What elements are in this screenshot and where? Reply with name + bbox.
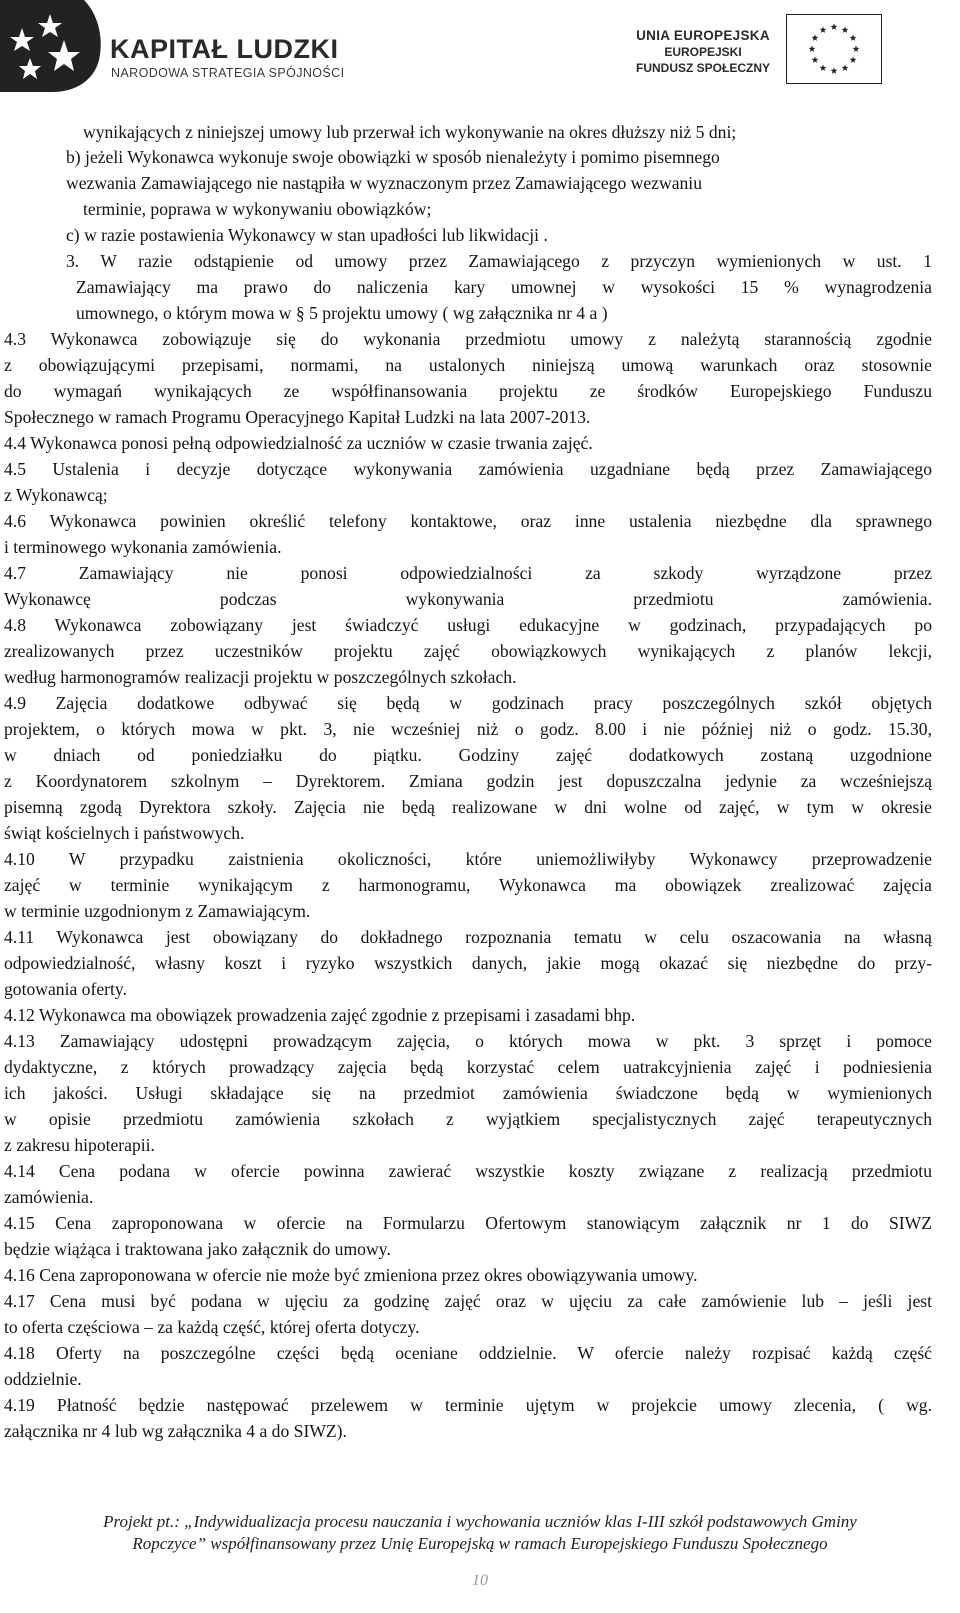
- document-line: w dniach od poniedziałku do piątku. Godziny zajęć dodatkowych zostaną uzgodnione: [4, 745, 932, 765]
- document-line: wezwania Zamawiającego nie nastąpiła w wyznaczonym przez Zamawiającego wezwaniu: [66, 173, 702, 193]
- eu-logo-text: [628, 27, 778, 76]
- page-footer: [0, 1511, 960, 1555]
- document-line: pisemną zgodą Dyrektora szkoły. Zajęcia nie będą realizowane w dni wolne od zajęć, w tym w okresie: [4, 797, 932, 817]
- document-line: i terminowego wykonania zamówienia.: [4, 537, 282, 557]
- document-line: do wymagań wynikających ze współfinansowania projektu ze środków Europejskiego Funduszu: [4, 381, 932, 401]
- document-line: Społecznego w ramach Programu Operacyjnego Kapitał Ludzki na lata 2007-2013.: [4, 407, 591, 427]
- document-line: 4.14 Cena podana w ofercie powinna zawierać wszystkie koszty związane z realizacją przedmiotu: [4, 1161, 932, 1181]
- eu-star-icon: [831, 23, 838, 30]
- document-line: w terminie uzgodnionym z Zamawiającym.: [4, 901, 311, 921]
- document-line: wynikających z niniejszej umowy lub przerwał ich wykonywanie na okres dłuższy niż 5 dni;: [83, 122, 737, 142]
- eu-star-icon: [850, 34, 857, 41]
- document-line: według harmonogramów realizacji projektu w poszczególnych szkołach.: [4, 667, 517, 687]
- document-line: 4.12 Wykonawca ma obowiązek prowadzenia zajęć zgodnie z przepisami i zasadami bhp.: [4, 1005, 636, 1025]
- document-line: 4.11 Wykonawca jest obowiązany do dokładnego rozpoznania tematu w celu oszacowania na własną: [4, 927, 932, 947]
- eu-star-icon: [820, 26, 827, 33]
- document-line: ich jakości. Usługi składające się na przedmiot zamówienia świadczone będą w wymienionych: [4, 1083, 932, 1103]
- fund-name-line1: EUROPEJSKI: [664, 45, 742, 59]
- document-line: 4.8 Wykonawca zobowiązany jest świadczyć usługi edukacyjne w godzinach, przypadających po: [4, 615, 932, 635]
- logo-title: KAPITAŁ LUDZKI: [110, 34, 339, 64]
- document-line: projektem, o których mowa w pkt. 3, nie wcześniej niż o godz. 8.00 i nie później niż o godz. 15.30,: [4, 719, 932, 739]
- document-line: 4.16 Cena zaproponowana w ofercie nie może być zmieniona przez okres obowiązywania umowy.: [4, 1265, 698, 1285]
- eu-star-icon: [842, 26, 849, 33]
- fund-name-line2: FUNDUSZ SPOŁECZNY: [635, 61, 770, 75]
- page-header: [0, 0, 960, 100]
- eu-star-icon: [809, 45, 816, 52]
- document-line: świąt kościelnych i państwowych.: [4, 823, 245, 843]
- document-line: odpowiedzialność, własny koszt i ryzyko wszystkich danych, jakie mogą okazać się niezbędne do przy-: [4, 953, 932, 973]
- document-line: oddzielnie.: [4, 1369, 82, 1389]
- eu-star-icon: [820, 64, 827, 71]
- eu-star-icon: [842, 64, 849, 71]
- document-line: 4.13 Zamawiający udostępni prowadzącym zajęcia, o których mowa w pkt. 3 sprzęt i pomoce: [4, 1031, 932, 1051]
- document-line: 4.19 Płatność będzie następować przelewem w terminie ujętym w projekcie umowy zlecenia, ( wg.: [4, 1395, 932, 1415]
- kapital-ludzki-logo: [0, 0, 370, 92]
- document-line: b) jeżeli Wykonawca wykonuje swoje obowiązki w sposób nienależyty i pomimo pisemnego: [66, 147, 720, 167]
- document-line: gotowania oferty.: [4, 979, 127, 999]
- eu-star-icon: [831, 67, 838, 74]
- document-line: załącznika nr 4 lub wg załącznika 4 a do SIWZ).: [4, 1421, 347, 1441]
- document-line: zrealizowanych przez uczestników projektu zajęć obowiązkowych wynikających z planów lekcji,: [4, 641, 932, 661]
- document-line: 4.4 Wykonawca ponosi pełną odpowiedzialność za uczniów w czasie trwania zajęć.: [4, 433, 593, 453]
- document-line: Zamawiający ma prawo do naliczenia kary umownej w wysokości 15 % wynagrodzenia: [76, 277, 932, 297]
- document-line: będzie wiążąca i traktowana jako załącznik do umowy.: [4, 1239, 391, 1259]
- eu-star-icon: [812, 34, 819, 41]
- document-line: c) w razie postawienia Wykonawcy w stan upadłości lub likwidacji .: [66, 225, 548, 245]
- document-line: Wykonawcę podczas wykonywania przedmiotu zamówienia.: [4, 589, 932, 609]
- document-line: 4.7 Zamawiający nie ponosi odpowiedzialności za szkody wyrządzone przez: [4, 563, 932, 583]
- document-line: terminie, poprawa w wykonywaniu obowiązków;: [83, 199, 432, 219]
- page-number: 10: [472, 1572, 488, 1589]
- eu-star-icon: [850, 56, 857, 63]
- eu-flag-icon: [786, 14, 882, 84]
- document-line: 4.5 Ustalenia i decyzje dotyczące wykonywania zamówienia uzgadniane będą przez Zamawiającego: [4, 459, 932, 479]
- document-line: 4.9 Zajęcia dodatkowe odbywać się będą w godzinach pracy poszczególnych szkół objętych: [4, 693, 932, 713]
- document-line: dydaktyczne, z których prowadzący zajęcia będą korzystać celem uatrakcyjnienia zajęć i podniesienia: [4, 1057, 932, 1077]
- document-line: umownego, o którym mowa w § 5 projektu umowy ( wg załącznika nr 4 a ): [76, 303, 608, 323]
- kapital-ludzki-emblem-icon: [0, 0, 106, 92]
- document-line: z zakresu hipoterapii.: [4, 1135, 155, 1155]
- document-line: zamówienia.: [4, 1187, 94, 1207]
- document-line: zajęć w terminie wynikającym z harmonogramu, Wykonawca ma obowiązek zrealizować zajęcia: [4, 875, 932, 895]
- footer-line-1: Projekt pt.: „Indywidualizacja procesu nauczania i wychowania uczniów klas I-III szkół podstawowych Gminy: [103, 1512, 857, 1531]
- document-line: 4.18 Oferty na poszczególne części będą oceniane oddzielnie. W ofercie należy rozpisać każdą część: [4, 1343, 932, 1363]
- eu-star-icon: [812, 56, 819, 63]
- document-line: z Wykonawcą;: [4, 485, 108, 505]
- footer-line-2: Ropczyce” współfinansowany przez Unię Europejską w ramach Europejskiego Funduszu Społecznego: [132, 1534, 828, 1553]
- document-line: to oferta częściowa – za każdą część, której oferta dotyczy.: [4, 1317, 420, 1337]
- eu-star-icon: [853, 45, 860, 52]
- document-line: 4.10 W przypadku zaistnienia okoliczności, które uniemożliwiłyby Wykonawcy przeprowadzenie: [4, 849, 932, 869]
- document-line: 4.17 Cena musi być podana w ujęciu za godzinę zajęć oraz w ujęciu za całe zamówienie lub – jeśli jest: [4, 1291, 932, 1311]
- document-line: z Koordynatorem szkolnym – Dyrektorem. Zmiana godzin jest dopuszczalna jedynie za wcześniejszą: [4, 771, 932, 791]
- document-line: 4.3 Wykonawca zobowiązuje się do wykonania przedmiotu umowy z należytą starannością zgodnie: [4, 329, 932, 349]
- logo-subtitle: NARODOWA STRATEGIA SPÓJNOŚCI: [111, 66, 345, 80]
- document-line: 4.15 Cena zaproponowana w ofercie na Formularzu Ofertowym stanowiącym załącznik nr 1 do SIWZ: [4, 1213, 932, 1233]
- document-line: 3. W razie odstąpienie od umowy przez Zamawiającego z przyczyn wymienionych w ust. 1: [66, 251, 932, 271]
- document-line: z obowiązującymi przepisami, normami, na ustalonych niniejszą umową warunkach oraz stosownie: [4, 355, 932, 375]
- document-line: w opisie przedmiotu zamówienia szkołach z wyjątkiem specjalistycznych zajęć terapeutycznych: [4, 1109, 932, 1129]
- document-line: 4.6 Wykonawca powinien określić telefony kontaktowe, oraz inne ustalenia niezbędne dla sprawnego: [4, 511, 932, 531]
- eu-name: UNIA EUROPEJSKA: [636, 28, 770, 43]
